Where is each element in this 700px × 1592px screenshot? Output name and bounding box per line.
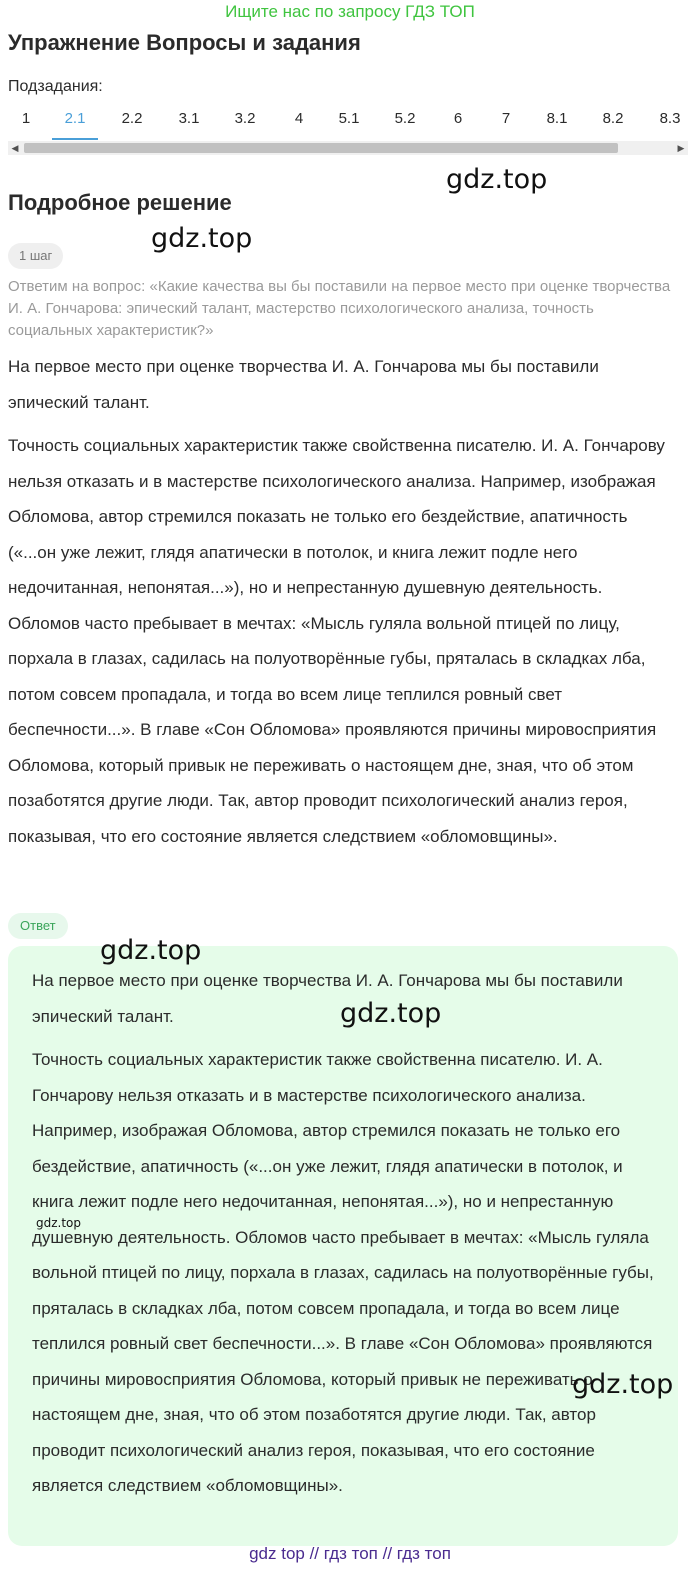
answer-badge: Ответ (8, 913, 68, 939)
tab-7[interactable]: 7 (501, 110, 511, 127)
footer-links[interactable]: gdz top // гдз топ // гдз топ (249, 1544, 451, 1563)
question-text: Ответим на вопрос: «Какие качества вы бы поставили на первое место при оценке творчества И. А. Гончарова: эпический талант, мастерство психологического анализа, точность социальных характеристик?» (8, 278, 671, 339)
tab-6[interactable]: 6 (453, 110, 463, 127)
answer-box (8, 946, 678, 1546)
tab-4[interactable]: 4 (294, 110, 304, 127)
tab-2-2[interactable]: 2.2 (121, 110, 143, 127)
exercise-title: Упражнение Вопросы и задания (8, 30, 361, 55)
solution-paragraph: На первое место при оценке творчества И. А. Гончарова мы бы поставили эпический талант. (8, 357, 599, 412)
watermark: gdz.top (36, 1216, 82, 1230)
tab-3-2[interactable]: 3.2 (234, 110, 256, 127)
scroll-left-icon[interactable]: ◀ (11, 143, 19, 153)
subtasks-label: Подзадания: (8, 78, 103, 95)
tab-1[interactable]: 1 (21, 110, 31, 127)
tab-3-1[interactable]: 3.1 (178, 110, 200, 127)
watermark: gdz.top (446, 164, 548, 195)
scroll-thumb[interactable] (24, 143, 618, 153)
answer-paragraph: Точность социальных характеристик также свойственна писателю. И. А. Гончарову нельзя отказать и в мастерстве психологического анализа. Например, изображая Обломова, автор стремился показать не только его бездействие, апатичность («...он уже лежит, глядя апатически в потолок, и книга лежит подле него недочитанная, непонятая...»), но и непрестанную душевную деятельность. Обломов часто пребывает в мечтах: «Мысль гуляла вольной птицей по лицу, порхала в глазах, садилась на полуотворённые губы, пряталась в складках лба, потом совсем пропадала, и тогда во всем лице теплился ровный свет беспечности...». В главе «Сон Обломова» проявляются причины мировосприятия Обломова, который привык не переживать о настоящем дне, зная, что об этом позаботятся другие люди. Так, автор проводит психологический анализ героя, показывая, что его состояние является следствием «обломовщины». (32, 1050, 654, 1495)
scroll-right-icon[interactable]: ▶ (677, 143, 685, 153)
section-title: Подробное решение (8, 190, 232, 215)
tab-8-3[interactable]: 8.3 (659, 110, 681, 127)
tab-8-2[interactable]: 8.2 (602, 110, 624, 127)
step-badge: 1 шаг (8, 243, 63, 269)
tab-5-1[interactable]: 5.1 (338, 110, 360, 127)
tab-2-1[interactable]: 2.1 (52, 104, 98, 140)
watermark: gdz.top (100, 935, 202, 966)
answer-paragraph: На первое место при оценке творчества И. А. Гончарова мы бы поставили эпический талант. (32, 971, 623, 1026)
answer-text (32, 963, 657, 1512)
tabs-scrollbar[interactable] (8, 141, 688, 155)
tab-5-2[interactable]: 5.2 (394, 110, 416, 127)
tab-8-1[interactable]: 8.1 (546, 110, 568, 127)
search-banner: Ищите нас по запросу ГДЗ ТОП (225, 2, 475, 21)
watermark: gdz.top (151, 223, 253, 254)
solution-text (8, 349, 678, 862)
solution-paragraph: Точность социальных характеристик также свойственна писателю. И. А. Гончарову нельзя отказать и в мастерстве психологического анализа. Например, изображая Обломова, автор стремился показать не только его бездействие, апатичность («...он уже лежит, глядя апатически в потолок, и книга лежит подле него недочитанная, непонятая...»), но и непрестанную душевную деятельность. Обломов часто пребывает в мечтах: «Мысль гуляла вольной птицей по лицу, порхала в глазах, садилась на полуотворённые губы, пряталась в складках лба, потом совсем пропадала, и тогда во всем лице теплился ровный свет беспечности...». В главе «Сон Обломова» проявляются причины мировосприятия Обломова, который привык не переживать о настоящем дне, зная, что об этом позаботятся другие люди. Так, автор проводит психологический анализ героя, показывая, что его состояние является следствием «обломовщины». (8, 436, 665, 846)
subtask-tabs (8, 104, 698, 140)
watermark: gdz.top (340, 998, 442, 1029)
watermark: gdz.top (572, 1369, 674, 1400)
